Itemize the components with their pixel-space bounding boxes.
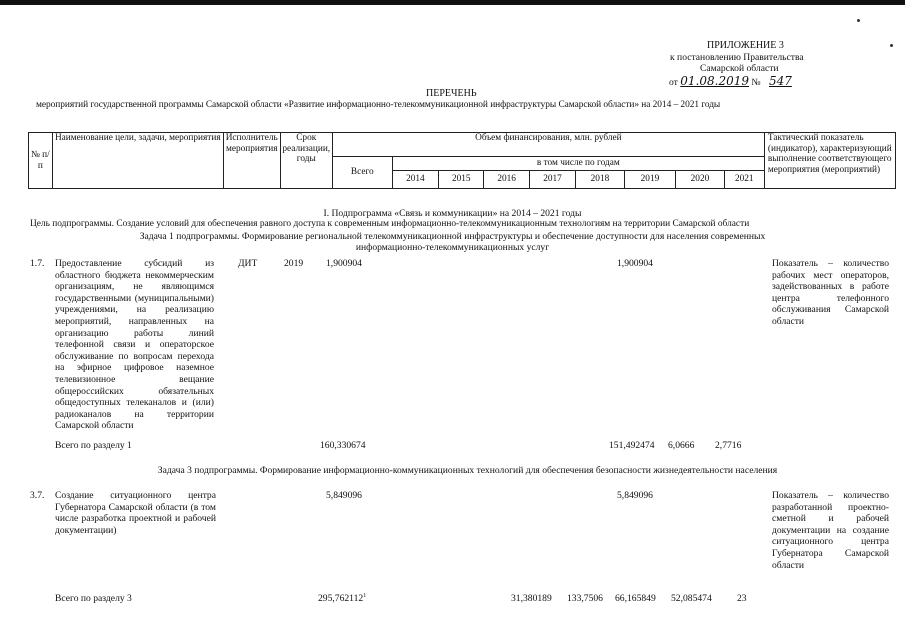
appendix-from: от [669, 77, 678, 88]
total-3-total-wrap [318, 593, 366, 604]
row-1-7-executor: ДИТ [238, 258, 258, 269]
hdr-term: Срок реализации, годы [280, 133, 332, 189]
hdr-year: 2015 [439, 171, 484, 189]
hdr-year: 2018 [576, 171, 624, 189]
row-3-7-name: Создание ситуационного центра Губернатора Самарской области (в том числе разработка проектной и рабочей документации) [55, 490, 216, 536]
doc-title: ПЕРЕЧЕНЬ [426, 88, 477, 99]
hdr-year: 2021 [724, 171, 764, 189]
appendix-date: 01.08.2019 [680, 74, 749, 88]
appendix-number: 547 [768, 74, 792, 88]
total-3-2020: 66,165849 [615, 593, 656, 604]
row-3-7-2019: 5,849096 [617, 490, 653, 501]
appendix-line2: Самарской области [700, 63, 779, 74]
hdr-by-year: в том числе по годам [392, 157, 764, 171]
hdr-year: 2020 [676, 171, 724, 189]
row-1-7-term: 2019 [284, 258, 304, 269]
total-1-2020: 6,0666 [668, 440, 695, 451]
total-3-2019: 133,7506 [567, 593, 603, 604]
row-1-7-indicator: Показатель – количество рабочих мест операторов, задействованных в работе центра телефонного обслуживания Самарской области [772, 258, 889, 327]
total-3-label: Всего по разделу 3 [55, 593, 132, 604]
scan-speck [857, 19, 860, 22]
hdr-name: Наименование цели, задачи, мероприятия [52, 133, 223, 189]
row-3-7-indicator: Показатель – количество разработанной проектно-сметной и рабочей документации на создание ситуационного центра Губернатора Самарской области [772, 490, 889, 571]
hdr-total: Всего [332, 157, 392, 189]
subprogram-goal: Цель подпрограммы. Создание условий для обеспечения равного доступа к современным информационно-телекоммуникационным технологиям на территории Самарской области [30, 219, 750, 229]
task1-line2: информационно-телекоммуникационных услуг [355, 242, 550, 253]
row-1-7-total: 1,900904 [326, 258, 362, 269]
total-1-label: Всего по разделу 1 [55, 440, 132, 451]
task1-line1: Задача 1 подпрограммы. Формирование региональной телекоммуникационной инфраструктуры и обеспечение доступности для населения современных [139, 231, 766, 242]
total-3-2021: 52,085474 [671, 593, 712, 604]
hdr-year: 2017 [529, 171, 575, 189]
total-3-total: 295,762112 [318, 593, 364, 605]
total-3-2018: 31,380189 [511, 593, 552, 604]
task3-title: Задача 3 подпрограммы. Формирование информационно-коммуникационных технологий для обеспечения безопасности жизнедеятельности населения [157, 465, 778, 476]
row-1-7-name: Предоставление субсидий из областного бюджета некоммерческим организациям, не являющимся государственными (муниципальными) учреждениями, на реализацию мероприятий, направленных на организацию работы линий телефонной связи и операторское обслуживание по вопросам перехода на эфирное цифровое наземное телевизионное вещание общероссийских обязательных общедоступных телеканалов и (или) радиоканалов на территории Самарской области [55, 258, 214, 432]
row-3-7-num: 3.7. [30, 490, 45, 501]
total-1-total: 160,330674 [320, 440, 366, 451]
hdr-funding: Объем финансирования, млн. рублей [332, 133, 764, 157]
hdr-year: 2016 [484, 171, 529, 189]
appendix-line1: к постановлению Правительства [670, 52, 804, 63]
total-1-2021: 2,7716 [715, 440, 742, 451]
subprogram-title: I. Подпрограмма «Связь и коммуникации» на 2014 – 2021 годы [323, 208, 582, 219]
appendix-date-line [669, 74, 792, 88]
doc-subtitle: мероприятий государственной программы Самарской области «Развитие информационно-телекоммуникационной инфраструктуры Самарской области» на 2014 – 2021 годы [36, 100, 721, 110]
header-table [28, 132, 896, 189]
appendix-no: № [751, 77, 761, 88]
total-1-2019: 151,492474 [609, 440, 655, 451]
hdr-year: 2014 [392, 171, 438, 189]
row-1-7-num: 1.7. [30, 258, 45, 269]
row-3-7-total: 5,849096 [326, 490, 362, 501]
hdr-indicator: Тактический показатель (индикатор), характеризующий выполнение соответствующего мероприятия (мероприятий) [764, 133, 895, 189]
scan-speck [890, 44, 893, 47]
total-3-extra: 23 [737, 593, 747, 604]
scan-top-edge [0, 0, 905, 5]
hdr-year: 2019 [624, 171, 676, 189]
appendix-title: ПРИЛОЖЕНИЕ 3 [707, 40, 784, 51]
hdr-num: № п/п [29, 133, 53, 189]
row-1-7-2019: 1,900904 [617, 258, 653, 269]
total-3-footnote: 1 [363, 593, 367, 599]
hdr-executor: Исполнитель мероприятия [223, 133, 280, 189]
